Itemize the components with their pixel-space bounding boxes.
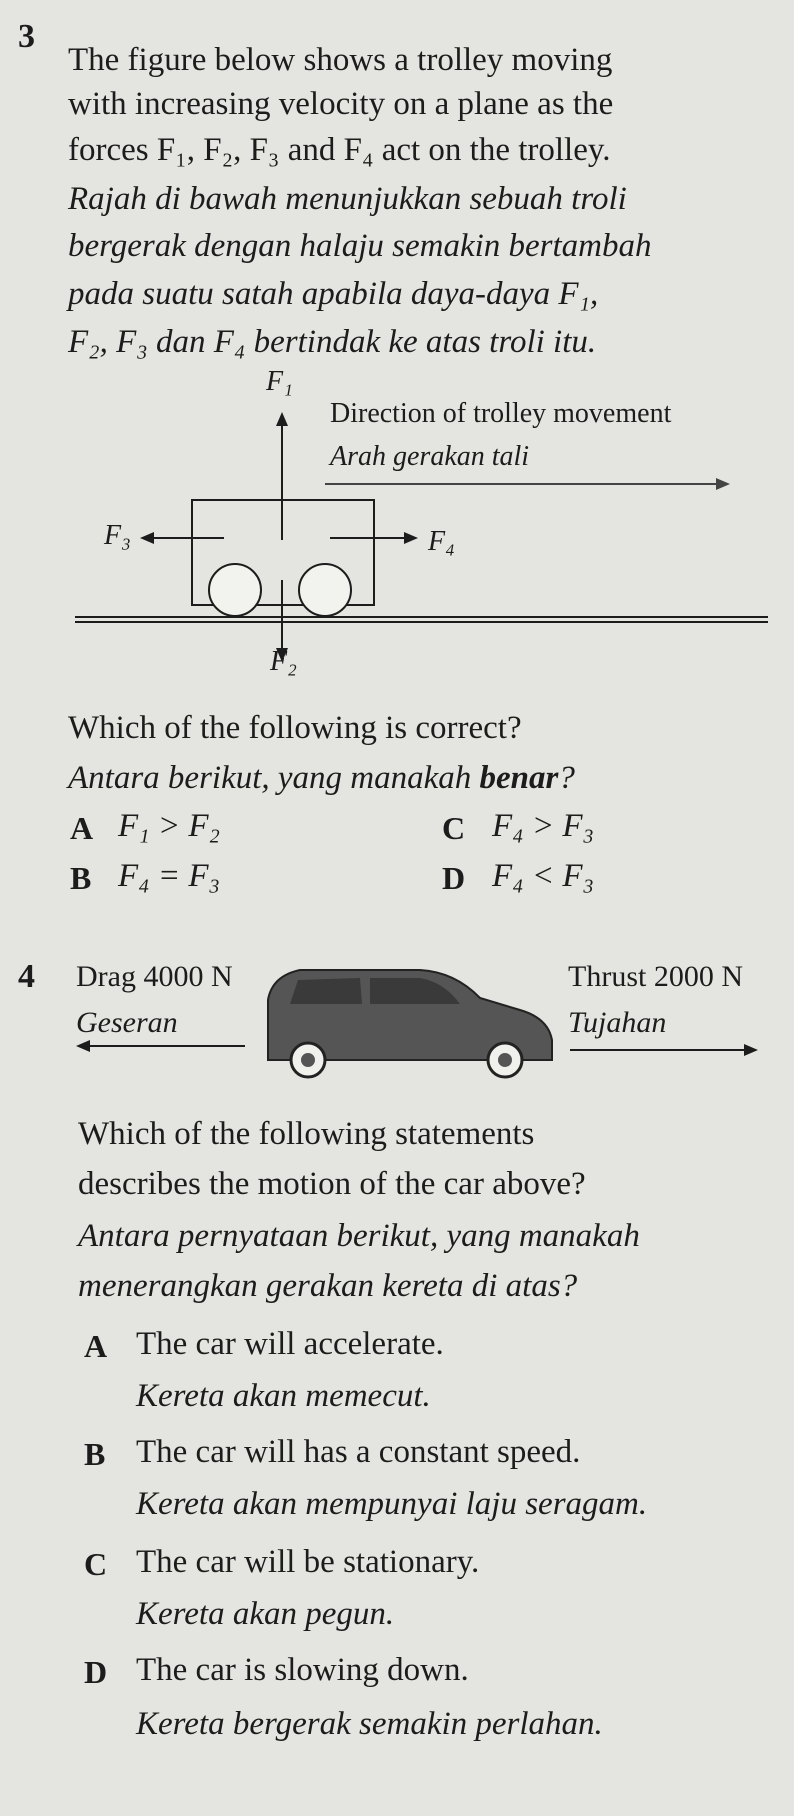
q3-question-ms-prefix: Antara berikut, yang manakah xyxy=(68,760,480,796)
q3-option-a-letter: A xyxy=(70,810,94,846)
q4-option-a-ms: Kereta akan memecut. xyxy=(136,1378,431,1414)
q4-option-b-ms: Kereta akan mempunyai laju seragam. xyxy=(136,1486,648,1522)
q3-stem-ms-line-1: Rajah di bawah menunjukkan sebuah troli xyxy=(68,181,627,217)
label-direction-ms: Arah gerakan tali xyxy=(330,441,530,472)
q4-option-d-ms: Kereta bergerak semakin perlahan. xyxy=(136,1706,603,1742)
q3-option-b-text: F₄ = F₃ xyxy=(118,858,221,894)
question-4-number: 4 xyxy=(18,958,35,995)
q4-stem-ms-line-2: menerangkan gerakan kereta di atas? xyxy=(78,1268,578,1304)
q3-stem-en-line-3: forces F₁, F₂, F₃ and F₄ act on the trolley. xyxy=(68,132,611,168)
q3-option-c-letter: C xyxy=(442,810,466,846)
label-f1: F₁ xyxy=(266,366,293,397)
label-f4: F₄ xyxy=(428,526,455,557)
question-3-number: 3 xyxy=(18,18,35,55)
q3-question-ms-bold: benar xyxy=(479,760,559,796)
drag-label: Drag 4000 N xyxy=(76,960,233,993)
label-direction-en: Direction of trolley movement xyxy=(330,398,672,429)
q4-option-d-en: The car is slowing down. xyxy=(136,1652,469,1688)
q3-question-ms-suffix: ? xyxy=(558,760,575,796)
q3-question-en: Which of the following is correct? xyxy=(68,710,522,746)
q3-option-d-text: F₄ < F₃ xyxy=(492,858,595,894)
q3-stem-ms-line-3: pada suatu satah apabila daya-daya F₁, xyxy=(68,276,599,312)
label-f3: F₃ xyxy=(104,520,131,551)
q3-option-d-letter: D xyxy=(442,860,466,896)
thrust-label-ms: Tujahan xyxy=(568,1006,667,1039)
q4-stem-en-line-1: Which of the following statements xyxy=(78,1116,535,1152)
q4-option-b-letter: B xyxy=(84,1436,106,1472)
q3-option-c-text: F₄ > F₃ xyxy=(492,808,595,844)
q4-option-a-en: The car will accelerate. xyxy=(136,1326,444,1362)
car-diagram xyxy=(0,960,794,1100)
q4-stem-en-line-2: describes the motion of the car above? xyxy=(78,1166,586,1202)
q3-option-a-text: F₁ > F₂ xyxy=(118,808,221,844)
q4-option-c-ms: Kereta akan pegun. xyxy=(136,1596,395,1632)
q3-stem-en-line-1: The figure below shows a trolley moving xyxy=(68,42,613,78)
q4-option-c-en: The car will be stationary. xyxy=(136,1544,480,1580)
q3-option-b-letter: B xyxy=(70,860,92,896)
q4-stem-ms-line-1: Antara pernyataan berikut, yang manakah xyxy=(78,1218,640,1254)
q4-option-d-letter: D xyxy=(84,1654,108,1690)
q3-question-ms xyxy=(68,762,575,795)
q3-stem-ms-line-2: bergerak dengan halaju semakin bertambah xyxy=(68,228,652,264)
q3-stem-ms-line-4: F₂, F₃ dan F₄ bertindak ke atas troli itu. xyxy=(68,324,597,360)
label-f2: F₂ xyxy=(270,646,297,677)
q4-option-c-letter: C xyxy=(84,1546,108,1582)
q4-option-a-letter: A xyxy=(84,1328,108,1364)
drag-label-ms: Geseran xyxy=(76,1006,178,1039)
q3-stem-en-line-2: with increasing velocity on a plane as the xyxy=(68,86,614,122)
thrust-label: Thrust 2000 N xyxy=(568,960,743,993)
q4-option-b-en: The car will has a constant speed. xyxy=(136,1434,581,1470)
